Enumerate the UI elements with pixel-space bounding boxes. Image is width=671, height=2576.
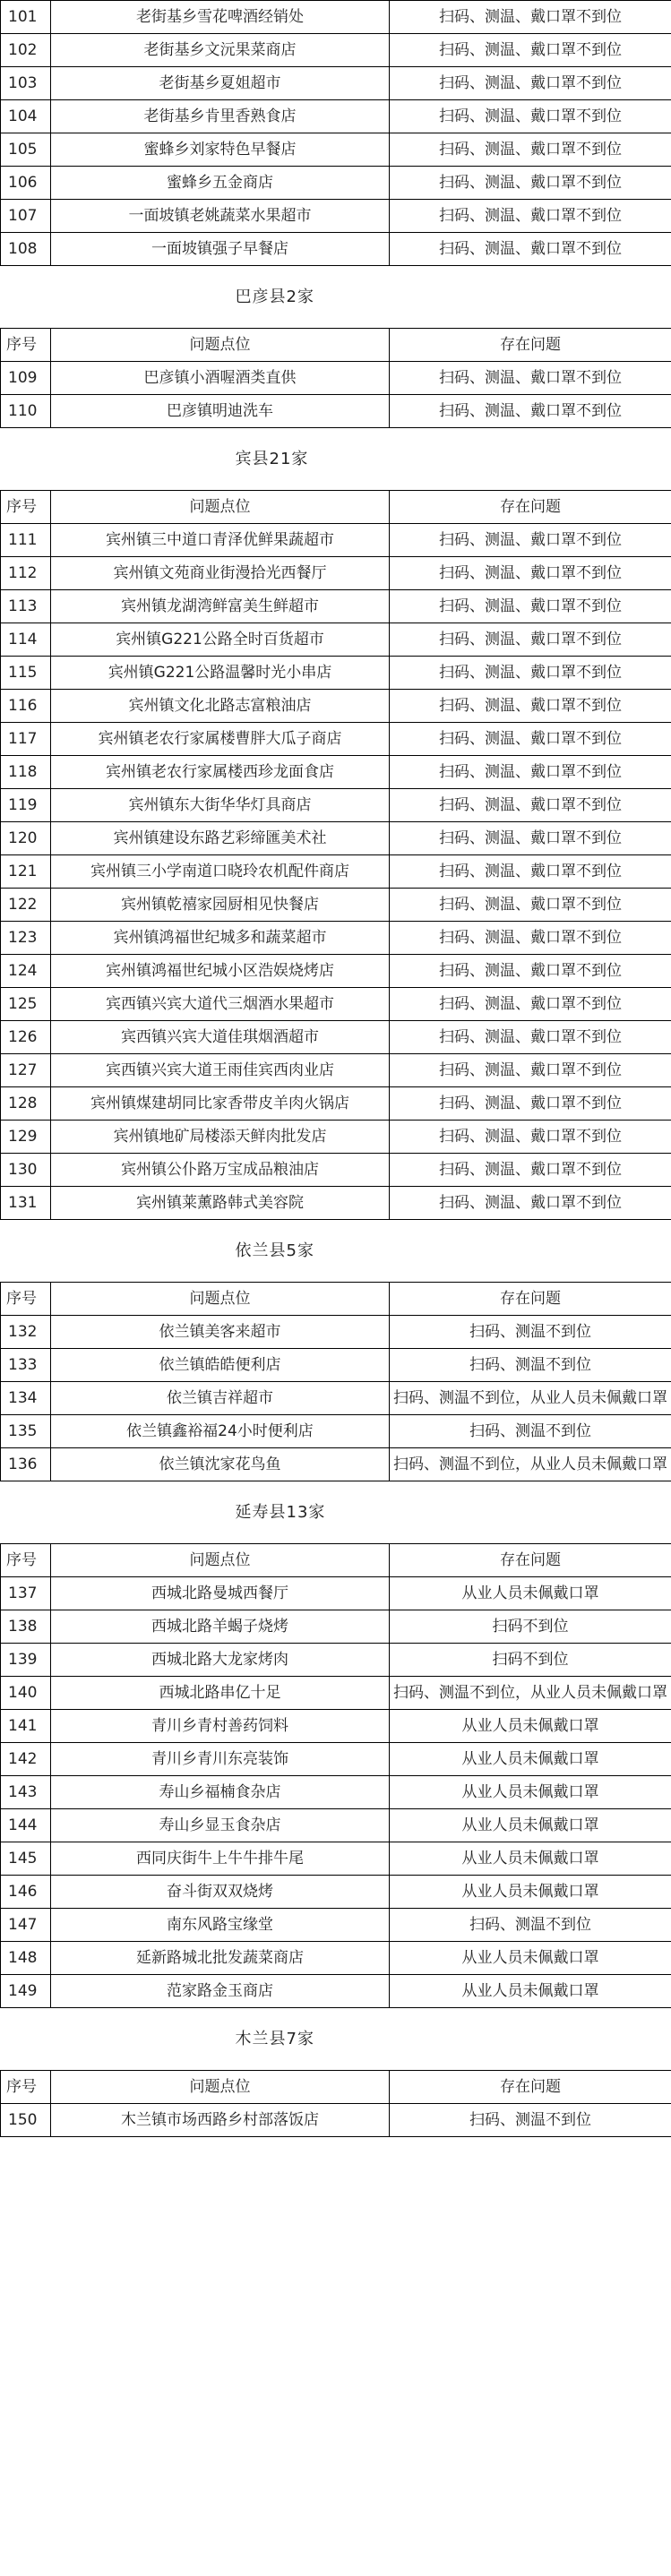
row-location: 宾州镇公仆路万宝成品粮油店	[51, 1154, 390, 1187]
column-header-row	[1, 329, 671, 362]
row-location: 老街基乡文沅果菜商店	[51, 34, 390, 67]
column-header-row	[1, 2071, 671, 2104]
table-row	[1, 623, 671, 657]
row-location: 一面坡镇老姚蔬菜水果超市	[51, 200, 390, 233]
row-location: 延新路城北批发蔬菜商店	[51, 1942, 390, 1975]
row-issue: 扫码不到位	[390, 1644, 671, 1677]
row-number: 131	[1, 1187, 51, 1220]
row-number: 103	[1, 67, 51, 100]
table-row	[1, 1316, 671, 1349]
row-number: 140	[1, 1677, 51, 1710]
row-location: 宾西镇兴宾大道王雨佳宾西肉业店	[51, 1054, 390, 1087]
row-number: 132	[1, 1316, 51, 1349]
row-location: 寿山乡福楠食杂店	[51, 1776, 390, 1809]
row-number: 126	[1, 1021, 51, 1054]
row-number: 130	[1, 1154, 51, 1187]
table-row	[1, 1, 671, 34]
county-heading: 巴彦县2家	[1, 266, 671, 329]
header-location: 问题点位	[51, 1283, 390, 1316]
row-number: 122	[1, 889, 51, 922]
row-issue: 扫码、测温、戴口罩不到位	[390, 690, 671, 723]
header-no: 序号	[1, 491, 51, 524]
table-row	[1, 1677, 671, 1710]
row-location: 西城北路羊蝎子烧烤	[51, 1610, 390, 1644]
table-row	[1, 822, 671, 855]
row-location: 宾州镇东大街华华灯具商店	[51, 789, 390, 822]
row-issue: 扫码、测温、戴口罩不到位	[390, 1187, 671, 1220]
row-issue: 扫码、测温、戴口罩不到位	[390, 1021, 671, 1054]
row-number: 141	[1, 1710, 51, 1743]
row-number: 104	[1, 100, 51, 133]
row-issue: 扫码、测温、戴口罩不到位	[390, 362, 671, 395]
table-row	[1, 1448, 671, 1481]
county-heading: 宾县21家	[1, 428, 671, 491]
row-number: 105	[1, 133, 51, 167]
row-location: 宾州镇G221公路全时百货超市	[51, 623, 390, 657]
header-no: 序号	[1, 1544, 51, 1577]
header-location: 问题点位	[51, 2071, 390, 2104]
row-issue: 扫码、测温、戴口罩不到位	[390, 855, 671, 889]
table-row	[1, 690, 671, 723]
row-number: 111	[1, 524, 51, 557]
row-issue: 扫码、测温、戴口罩不到位	[390, 34, 671, 67]
row-issue: 扫码、测温不到位	[390, 2104, 671, 2137]
table-row	[1, 557, 671, 590]
table-row	[1, 1809, 671, 1842]
row-location: 西城北路串亿十足	[51, 1677, 390, 1710]
county-heading-row	[1, 266, 671, 329]
row-location: 宾州镇鸿福世纪城小区浩娱烧烤店	[51, 955, 390, 988]
table-row	[1, 362, 671, 395]
table-row	[1, 395, 671, 428]
row-issue: 扫码、测温、戴口罩不到位	[390, 723, 671, 756]
header-location: 问题点位	[51, 491, 390, 524]
row-issue: 扫码、测温、戴口罩不到位	[390, 1, 671, 34]
row-location: 宾州镇龙湖湾鲜富美生鲜超市	[51, 590, 390, 623]
row-location: 巴彦镇明迪洗车	[51, 395, 390, 428]
header-no: 序号	[1, 2071, 51, 2104]
row-location: 青川乡青川东亮装饰	[51, 1743, 390, 1776]
table-row	[1, 133, 671, 167]
row-issue: 从业人员未佩戴口罩	[390, 1942, 671, 1975]
row-number: 109	[1, 362, 51, 395]
row-issue: 扫码、测温、戴口罩不到位	[390, 233, 671, 266]
table-row	[1, 889, 671, 922]
row-location: 宾西镇兴宾大道代三烟酒水果超市	[51, 988, 390, 1021]
row-location: 依兰镇鑫裕福24小时便利店	[51, 1415, 390, 1448]
row-location: 宾州镇老农行家属楼曹胖大瓜子商店	[51, 723, 390, 756]
table-row	[1, 988, 671, 1021]
county-heading-row	[1, 1220, 671, 1283]
row-issue: 扫码、测温、戴口罩不到位	[390, 395, 671, 428]
row-location: 宾州镇G221公路温馨时光小串店	[51, 657, 390, 690]
table-row	[1, 1577, 671, 1610]
table-row	[1, 200, 671, 233]
header-issue: 存在问题	[390, 2071, 671, 2104]
row-number: 110	[1, 395, 51, 428]
row-location: 宾州镇建设东路艺彩缔匯美术社	[51, 822, 390, 855]
row-issue: 扫码、测温、戴口罩不到位	[390, 133, 671, 167]
table-row	[1, 922, 671, 955]
row-issue: 扫码、测温、戴口罩不到位	[390, 988, 671, 1021]
row-number: 127	[1, 1054, 51, 1087]
row-issue: 扫码、测温、戴口罩不到位	[390, 1121, 671, 1154]
table-row	[1, 34, 671, 67]
row-location: 青川乡青村善药饲料	[51, 1710, 390, 1743]
row-issue: 扫码、测温不到位，从业人员未佩戴口罩	[390, 1382, 671, 1415]
county-heading-row	[1, 1481, 671, 1544]
row-number: 101	[1, 1, 51, 34]
row-location: 寿山乡显玉食杂店	[51, 1809, 390, 1842]
row-location: 奋斗街双双烧烤	[51, 1876, 390, 1909]
row-issue: 扫码、测温、戴口罩不到位	[390, 167, 671, 200]
column-header-row	[1, 1283, 671, 1316]
table-row	[1, 1054, 671, 1087]
table-row	[1, 1710, 671, 1743]
row-issue: 从业人员未佩戴口罩	[390, 1776, 671, 1809]
table-row	[1, 2104, 671, 2137]
row-location: 蜜蜂乡刘家特色早餐店	[51, 133, 390, 167]
row-issue: 扫码、测温、戴口罩不到位	[390, 822, 671, 855]
row-location: 西城北路曼城西餐厅	[51, 1577, 390, 1610]
table-row	[1, 1909, 671, 1942]
row-number: 143	[1, 1776, 51, 1809]
row-number: 145	[1, 1842, 51, 1876]
row-location: 宾州镇地矿局楼添天鲜肉批发店	[51, 1121, 390, 1154]
row-issue: 扫码、测温不到位	[390, 1909, 671, 1942]
row-issue: 扫码、测温、戴口罩不到位	[390, 590, 671, 623]
row-number: 125	[1, 988, 51, 1021]
table-row	[1, 657, 671, 690]
row-number: 115	[1, 657, 51, 690]
row-issue: 扫码、测温、戴口罩不到位	[390, 623, 671, 657]
county-heading: 延寿县13家	[1, 1481, 671, 1544]
row-location: 宾州镇文苑商业街漫拾光西餐厅	[51, 557, 390, 590]
table-row	[1, 1121, 671, 1154]
table-row	[1, 723, 671, 756]
row-issue: 从业人员未佩戴口罩	[390, 1710, 671, 1743]
row-location: 西城北路大龙家烤肉	[51, 1644, 390, 1677]
row-location: 依兰镇美客来超市	[51, 1316, 390, 1349]
row-number: 113	[1, 590, 51, 623]
row-location: 依兰镇吉祥超市	[51, 1382, 390, 1415]
table-row	[1, 1644, 671, 1677]
row-issue: 从业人员未佩戴口罩	[390, 1577, 671, 1610]
row-issue: 从业人员未佩戴口罩	[390, 1842, 671, 1876]
county-heading-row	[1, 2008, 671, 2071]
row-issue: 扫码、测温、戴口罩不到位	[390, 789, 671, 822]
row-issue: 扫码、测温、戴口罩不到位	[390, 200, 671, 233]
county-heading: 木兰县7家	[1, 2008, 671, 2071]
row-number: 120	[1, 822, 51, 855]
row-number: 133	[1, 1349, 51, 1382]
row-number: 112	[1, 557, 51, 590]
row-number: 118	[1, 756, 51, 789]
table-body	[1, 1, 671, 2137]
table-row	[1, 1154, 671, 1187]
row-number: 117	[1, 723, 51, 756]
row-location: 南东风路宝缘堂	[51, 1909, 390, 1942]
row-location: 蜜蜂乡五金商店	[51, 167, 390, 200]
row-location: 宾西镇兴宾大道佳琪烟酒超市	[51, 1021, 390, 1054]
table-row	[1, 1842, 671, 1876]
table-row	[1, 590, 671, 623]
table-row	[1, 1610, 671, 1644]
row-number: 147	[1, 1909, 51, 1942]
table-row	[1, 67, 671, 100]
row-location: 宾州镇老农行家属楼西珍龙面食店	[51, 756, 390, 789]
county-heading-row	[1, 428, 671, 491]
row-issue: 扫码、测温、戴口罩不到位	[390, 557, 671, 590]
row-issue: 从业人员未佩戴口罩	[390, 1975, 671, 2008]
row-location: 宾州镇三小学南道口晓玲农机配件商店	[51, 855, 390, 889]
table-row	[1, 233, 671, 266]
row-number: 142	[1, 1743, 51, 1776]
row-issue: 扫码、测温、戴口罩不到位	[390, 1087, 671, 1121]
row-number: 119	[1, 789, 51, 822]
row-location: 老街基乡夏姐超市	[51, 67, 390, 100]
table-row	[1, 1975, 671, 2008]
column-header-row	[1, 491, 671, 524]
row-issue: 扫码、测温、戴口罩不到位	[390, 955, 671, 988]
row-number: 137	[1, 1577, 51, 1610]
row-issue: 扫码、测温不到位，从业人员未佩戴口罩	[390, 1677, 671, 1710]
table-row	[1, 167, 671, 200]
row-number: 135	[1, 1415, 51, 1448]
header-no: 序号	[1, 1283, 51, 1316]
row-issue: 扫码、测温不到位	[390, 1349, 671, 1382]
row-issue: 扫码、测温不到位	[390, 1316, 671, 1349]
row-location: 老街基乡雪花啤酒经销处	[51, 1, 390, 34]
header-issue: 存在问题	[390, 491, 671, 524]
row-location: 宾州镇莱薰路韩式美容院	[51, 1187, 390, 1220]
row-location: 宾州镇文化北路志富粮油店	[51, 690, 390, 723]
row-number: 114	[1, 623, 51, 657]
row-location: 一面坡镇强子早餐店	[51, 233, 390, 266]
row-location: 木兰镇市场西路乡村部落饭店	[51, 2104, 390, 2137]
row-issue: 扫码、测温、戴口罩不到位	[390, 1054, 671, 1087]
row-number: 136	[1, 1448, 51, 1481]
row-number: 144	[1, 1809, 51, 1842]
row-number: 138	[1, 1610, 51, 1644]
row-number: 116	[1, 690, 51, 723]
row-number: 146	[1, 1876, 51, 1909]
table-row	[1, 1087, 671, 1121]
header-issue: 存在问题	[390, 1283, 671, 1316]
row-issue: 扫码、测温、戴口罩不到位	[390, 657, 671, 690]
header-location: 问题点位	[51, 1544, 390, 1577]
header-no: 序号	[1, 329, 51, 362]
table-row	[1, 1415, 671, 1448]
table-row	[1, 1942, 671, 1975]
header-issue: 存在问题	[390, 329, 671, 362]
row-number: 121	[1, 855, 51, 889]
row-location: 老街基乡肯里香熟食店	[51, 100, 390, 133]
table-row	[1, 1776, 671, 1809]
row-issue: 从业人员未佩戴口罩	[390, 1876, 671, 1909]
table-row	[1, 789, 671, 822]
table-row	[1, 524, 671, 557]
row-location: 依兰镇皓皓便利店	[51, 1349, 390, 1382]
row-location: 宾州镇煤建胡同比家香带皮羊肉火锅店	[51, 1087, 390, 1121]
row-number: 123	[1, 922, 51, 955]
row-location: 西同庆街牛上牛牛排牛尾	[51, 1842, 390, 1876]
table-row	[1, 1021, 671, 1054]
row-location: 范家路金玉商店	[51, 1975, 390, 2008]
table-row	[1, 1382, 671, 1415]
row-issue: 扫码、测温、戴口罩不到位	[390, 756, 671, 789]
row-location: 宾州镇乾禧家园厨相见快餐店	[51, 889, 390, 922]
row-issue: 从业人员未佩戴口罩	[390, 1809, 671, 1842]
table-row	[1, 1743, 671, 1776]
row-issue: 扫码、测温、戴口罩不到位	[390, 889, 671, 922]
table-row	[1, 756, 671, 789]
row-location: 宾州镇鸿福世纪城多和蔬菜超市	[51, 922, 390, 955]
row-number: 150	[1, 2104, 51, 2137]
table-row	[1, 955, 671, 988]
row-number: 148	[1, 1942, 51, 1975]
row-number: 124	[1, 955, 51, 988]
row-number: 128	[1, 1087, 51, 1121]
row-issue: 扫码、测温、戴口罩不到位	[390, 67, 671, 100]
table-row	[1, 855, 671, 889]
row-number: 107	[1, 200, 51, 233]
table-row	[1, 1187, 671, 1220]
table-row	[1, 1876, 671, 1909]
row-issue: 扫码、测温、戴口罩不到位	[390, 1154, 671, 1187]
table-row	[1, 1349, 671, 1382]
county-heading: 依兰县5家	[1, 1220, 671, 1283]
table-row	[1, 100, 671, 133]
row-issue: 扫码、测温不到位	[390, 1415, 671, 1448]
row-issue: 从业人员未佩戴口罩	[390, 1743, 671, 1776]
row-location: 巴彦镇小酒喔酒类直供	[51, 362, 390, 395]
row-number: 134	[1, 1382, 51, 1415]
row-number: 129	[1, 1121, 51, 1154]
row-location: 宾州镇三中道口青泽优鲜果蔬超市	[51, 524, 390, 557]
header-location: 问题点位	[51, 329, 390, 362]
row-issue: 扫码、测温不到位，从业人员未佩戴口罩	[390, 1448, 671, 1481]
row-number: 108	[1, 233, 51, 266]
row-number: 139	[1, 1644, 51, 1677]
row-number: 106	[1, 167, 51, 200]
row-issue: 扫码、测温、戴口罩不到位	[390, 524, 671, 557]
row-location: 依兰镇沈家花鸟鱼	[51, 1448, 390, 1481]
row-number: 102	[1, 34, 51, 67]
row-issue: 扫码不到位	[390, 1610, 671, 1644]
header-issue: 存在问题	[390, 1544, 671, 1577]
column-header-row	[1, 1544, 671, 1577]
row-number: 149	[1, 1975, 51, 2008]
row-issue: 扫码、测温、戴口罩不到位	[390, 922, 671, 955]
row-issue: 扫码、测温、戴口罩不到位	[390, 100, 671, 133]
